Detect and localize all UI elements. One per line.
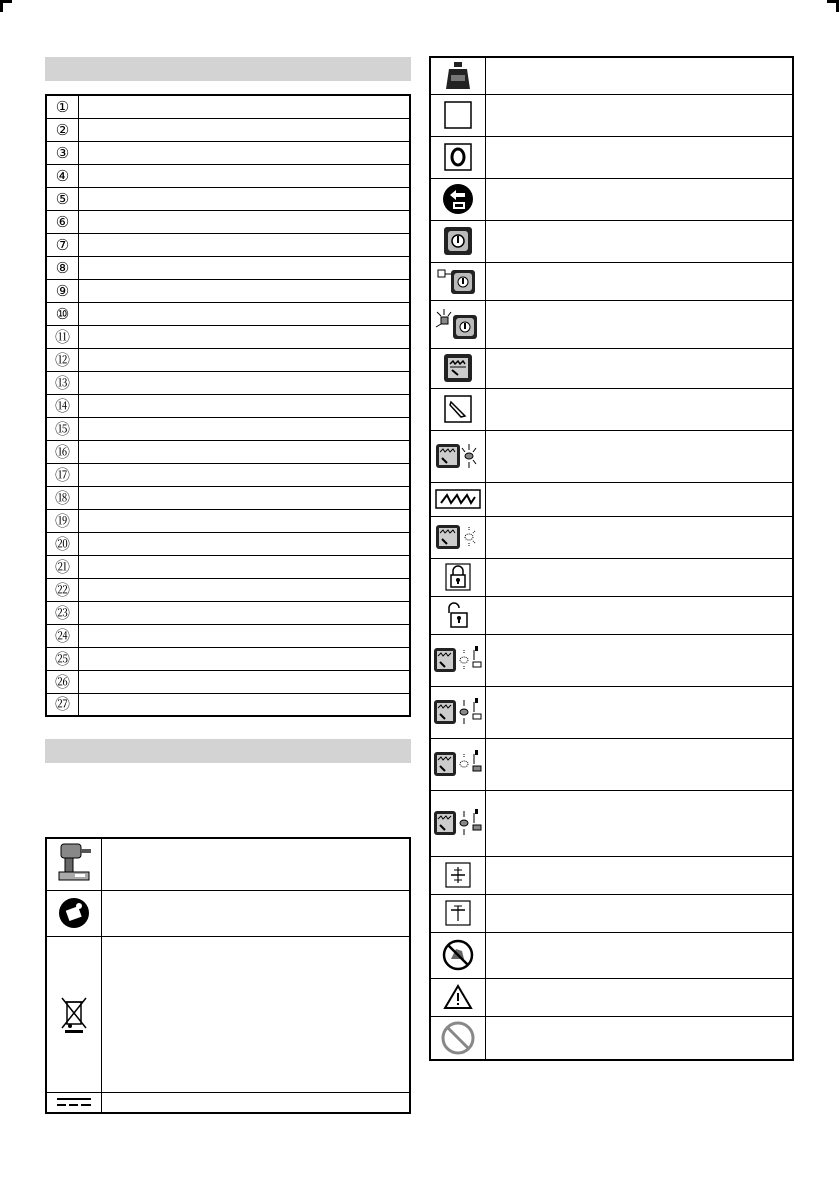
symbol-row bbox=[430, 136, 793, 178]
part-description-cell bbox=[79, 440, 411, 463]
part-description-cell bbox=[79, 256, 411, 279]
part-number: ⑳ bbox=[46, 532, 79, 555]
symbol-description-cell bbox=[102, 1092, 411, 1113]
table-row bbox=[46, 279, 410, 302]
symbol-row bbox=[46, 936, 410, 1092]
symbol-description-cell bbox=[486, 894, 794, 932]
part-number: ⑱ bbox=[46, 486, 79, 509]
symbol-description-cell bbox=[486, 178, 794, 220]
read-manual-icon bbox=[58, 897, 90, 929]
symbol-row bbox=[430, 686, 793, 738]
symbol-row bbox=[430, 1016, 793, 1060]
table-row bbox=[46, 578, 410, 601]
part-description-cell bbox=[79, 624, 411, 647]
part-description-cell bbox=[79, 555, 411, 578]
part-description-cell bbox=[79, 647, 411, 670]
table-row bbox=[46, 670, 410, 693]
power-lamp-off-icon bbox=[437, 266, 479, 296]
table-row bbox=[46, 394, 410, 417]
part-number: ⑧ bbox=[46, 256, 79, 279]
parts-list-table bbox=[45, 94, 411, 717]
symbol-description-cell bbox=[486, 738, 794, 790]
symbol-row bbox=[430, 790, 793, 856]
part-description-cell bbox=[79, 325, 411, 348]
part-number: ⑦ bbox=[46, 233, 79, 256]
part-description-cell bbox=[79, 532, 411, 555]
symbol-row bbox=[430, 178, 793, 220]
symbol-row bbox=[430, 300, 793, 348]
nail-icon bbox=[444, 395, 472, 423]
mode-lamp-blink-icon bbox=[434, 438, 482, 474]
part-number: ⑩ bbox=[46, 302, 79, 325]
mode-display-icon bbox=[443, 353, 473, 383]
table-row bbox=[46, 256, 410, 279]
symbol-description-cell bbox=[486, 388, 794, 430]
crop-mark bbox=[0, 0, 3, 12]
power-button-icon bbox=[443, 226, 473, 256]
table-row bbox=[46, 555, 410, 578]
nailer-tool-icon bbox=[53, 841, 95, 887]
symbol-row bbox=[430, 220, 793, 262]
symbol-description-cell bbox=[486, 220, 794, 262]
symbol-description-cell bbox=[486, 136, 794, 178]
prohibited-icon bbox=[441, 1021, 475, 1055]
part-number: ⑲ bbox=[46, 509, 79, 532]
part-number: ⑮ bbox=[46, 417, 79, 440]
symbol-description-cell bbox=[486, 516, 794, 558]
table-row bbox=[46, 509, 410, 532]
mode-lamp-indicator-c-icon bbox=[433, 746, 483, 782]
symbol-description-cell bbox=[486, 558, 794, 596]
symbol-description-cell bbox=[486, 932, 794, 978]
symbol-row bbox=[46, 1092, 410, 1113]
table-row bbox=[46, 348, 410, 371]
table-row bbox=[46, 233, 410, 256]
table-row bbox=[46, 210, 410, 233]
symbol-row bbox=[430, 596, 793, 634]
part-description-cell bbox=[79, 463, 411, 486]
table-row bbox=[46, 187, 410, 210]
mode-lamp-dim-icon bbox=[434, 519, 482, 555]
part-number: ⑤ bbox=[46, 187, 79, 210]
no-hand-icon bbox=[442, 939, 474, 971]
crossed-bin-icon bbox=[59, 994, 89, 1034]
symbol-description-cell bbox=[486, 300, 794, 348]
weight-icon bbox=[444, 61, 472, 91]
part-number: ② bbox=[46, 118, 79, 141]
symbol-row bbox=[430, 262, 793, 300]
symbol-description-cell bbox=[486, 482, 794, 516]
symbol-row bbox=[430, 348, 793, 388]
depth-minus-icon bbox=[445, 900, 471, 926]
part-number: ⑰ bbox=[46, 463, 79, 486]
part-number: ⑯ bbox=[46, 440, 79, 463]
table-row bbox=[46, 463, 410, 486]
symbol-description-cell bbox=[102, 936, 411, 1092]
part-description-cell bbox=[79, 279, 411, 302]
symbol-description-cell bbox=[102, 838, 411, 890]
symbol-description-cell bbox=[486, 634, 794, 686]
table-row bbox=[46, 440, 410, 463]
part-number: ㉖ bbox=[46, 670, 79, 693]
symbol-description-cell bbox=[486, 57, 794, 94]
part-number: ㉗ bbox=[46, 693, 79, 716]
part-description-cell bbox=[79, 187, 411, 210]
symbol-description-cell bbox=[486, 348, 794, 388]
part-description-cell bbox=[79, 509, 411, 532]
symbol-description-cell bbox=[486, 1016, 794, 1060]
symbol-row bbox=[430, 94, 793, 136]
part-description-cell bbox=[79, 578, 411, 601]
table-row bbox=[46, 95, 410, 118]
part-description-cell bbox=[79, 95, 411, 118]
eject-battery-icon bbox=[442, 183, 474, 215]
part-description-cell bbox=[79, 601, 411, 624]
symbol-row bbox=[46, 890, 410, 936]
part-description-cell bbox=[79, 486, 411, 509]
lock-closed-icon bbox=[445, 563, 471, 591]
part-number: ④ bbox=[46, 164, 79, 187]
symbol-row bbox=[430, 482, 793, 516]
symbols-table-right bbox=[429, 56, 794, 1061]
symbol-row bbox=[430, 388, 793, 430]
part-number: ⑫ bbox=[46, 348, 79, 371]
part-description-cell bbox=[79, 394, 411, 417]
table-row bbox=[46, 647, 410, 670]
symbol-row bbox=[430, 558, 793, 596]
symbol-row bbox=[430, 738, 793, 790]
part-description-cell bbox=[79, 118, 411, 141]
section-header-bar bbox=[45, 57, 411, 81]
symbol-description-cell bbox=[486, 596, 794, 634]
table-row bbox=[46, 693, 410, 716]
table-row bbox=[46, 624, 410, 647]
part-description-cell bbox=[79, 348, 411, 371]
empty-square-icon bbox=[444, 101, 472, 129]
symbol-row bbox=[430, 516, 793, 558]
symbol-row bbox=[430, 856, 793, 894]
part-description-cell bbox=[79, 210, 411, 233]
part-number: ⑪ bbox=[46, 325, 79, 348]
part-number: ㉑ bbox=[46, 555, 79, 578]
symbol-description-cell bbox=[486, 790, 794, 856]
nail-strip-icon bbox=[435, 489, 481, 509]
symbol-row bbox=[430, 430, 793, 482]
symbol-description-cell bbox=[486, 94, 794, 136]
symbol-row bbox=[430, 932, 793, 978]
symbol-row bbox=[430, 634, 793, 686]
part-description-cell bbox=[79, 417, 411, 440]
symbol-description-cell bbox=[486, 262, 794, 300]
symbol-description-cell bbox=[486, 686, 794, 738]
part-number: ⑭ bbox=[46, 394, 79, 417]
table-row bbox=[46, 164, 410, 187]
part-number: ㉒ bbox=[46, 578, 79, 601]
table-row bbox=[46, 532, 410, 555]
table-row bbox=[46, 417, 410, 440]
symbols-table-left bbox=[45, 837, 411, 1114]
part-number: ③ bbox=[46, 141, 79, 164]
part-number: ⑨ bbox=[46, 279, 79, 302]
warning-triangle-icon bbox=[443, 984, 473, 1010]
o-mark-icon bbox=[444, 143, 472, 171]
part-number: ㉓ bbox=[46, 601, 79, 624]
table-row bbox=[46, 118, 410, 141]
symbol-row bbox=[430, 978, 793, 1016]
table-row bbox=[46, 141, 410, 164]
section-header-bar bbox=[45, 739, 411, 763]
symbol-row bbox=[430, 57, 793, 94]
symbol-description-cell bbox=[486, 978, 794, 1016]
symbol-description-cell bbox=[102, 890, 411, 936]
symbol-row bbox=[46, 838, 410, 890]
part-description-cell bbox=[79, 164, 411, 187]
part-number: ⑬ bbox=[46, 371, 79, 394]
symbol-description-cell bbox=[486, 856, 794, 894]
table-row bbox=[46, 325, 410, 348]
part-number: ㉔ bbox=[46, 624, 79, 647]
part-description-cell bbox=[79, 670, 411, 693]
symbol-description-cell bbox=[486, 430, 794, 482]
part-number: ㉕ bbox=[46, 647, 79, 670]
depth-plus-icon bbox=[445, 862, 471, 888]
part-description-cell bbox=[79, 371, 411, 394]
symbol-row bbox=[430, 894, 793, 932]
direct-current-icon bbox=[56, 1096, 92, 1108]
table-row bbox=[46, 601, 410, 624]
part-description-cell bbox=[79, 233, 411, 256]
power-lamp-on-icon bbox=[435, 307, 481, 341]
table-row bbox=[46, 371, 410, 394]
table-row bbox=[46, 486, 410, 509]
table-row bbox=[46, 302, 410, 325]
part-description-cell bbox=[79, 302, 411, 325]
mode-lamp-indicator-b-icon bbox=[433, 694, 483, 730]
mode-lamp-indicator-d-icon bbox=[433, 805, 483, 841]
mode-lamp-indicator-a-icon bbox=[433, 642, 483, 678]
lock-open-icon bbox=[445, 601, 471, 629]
part-description-cell bbox=[79, 141, 411, 164]
part-number: ⑥ bbox=[46, 210, 79, 233]
part-description-cell bbox=[79, 693, 411, 716]
part-number: ① bbox=[46, 95, 79, 118]
